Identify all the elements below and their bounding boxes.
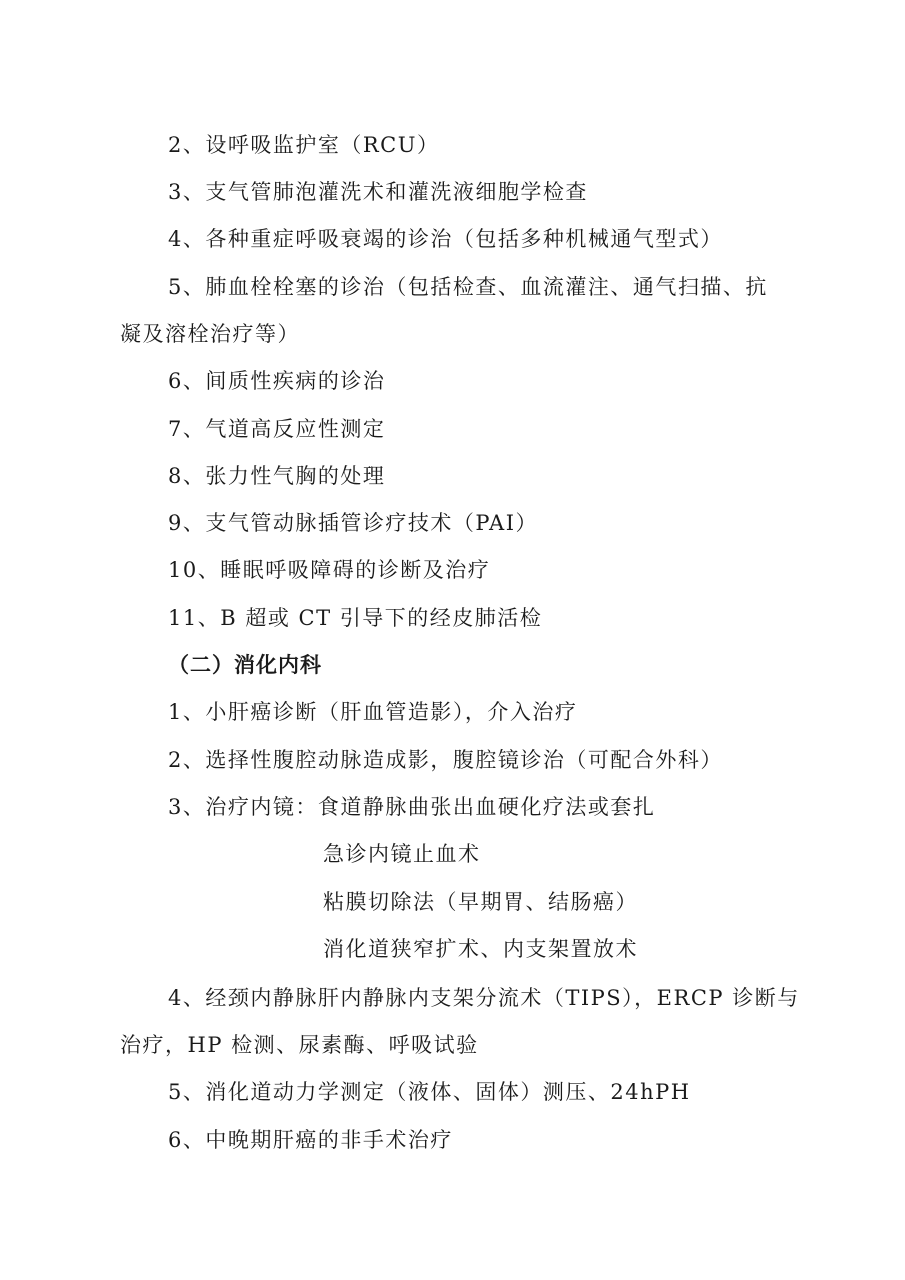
list-subitem: 消化道狭窄扩术、内支架置放术 [323,937,638,961]
list-item: 7、气道高反应性测定 [168,417,386,441]
list-item: 5、消化道动力学测定（液体、固体）测压、24hPH [168,1080,691,1104]
list-item: 3、支气管肺泡灌洗术和灌洗液细胞学检查 [168,180,588,204]
list-item: 2、设呼吸监护室（RCU） [168,133,440,157]
list-item: 3、治疗内镜：食道静脉曲张出血硬化疗法或套扎 [168,795,656,819]
list-item: 10、睡眠呼吸障碍的诊断及治疗 [168,558,491,582]
list-item: 11、B 超或 CT 引导下的经皮肺活检 [168,606,543,630]
list-item-continuation: 治疗，HP 检测、尿素酶、呼吸试验 [120,1033,479,1057]
list-item: 8、张力性气胸的处理 [168,464,386,488]
list-item-continuation: 凝及溶栓治疗等） [120,322,300,346]
list-item: 9、支气管动脉插管诊疗技术（PAI） [168,511,539,535]
list-item: 2、选择性腹腔动脉造成影，腹腔镜诊治（可配合外科） [168,748,723,772]
list-item: 6、间质性疾病的诊治 [168,369,386,393]
section-heading: （二）消化内科 [168,652,322,677]
list-item: 5、肺血栓栓塞的诊治（包括检查、血流灌注、通气扫描、抗 [168,275,768,299]
list-item: 1、小肝癌诊断（肝血管造影），介入治疗 [168,700,578,724]
list-subitem: 粘膜切除法（早期胃、结肠癌） [323,890,638,914]
list-subitem: 急诊内镜止血术 [323,842,481,866]
list-item: 4、各种重症呼吸衰竭的诊治（包括多种机械通气型式） [168,227,723,251]
list-item: 6、中晚期肝癌的非手术治疗 [168,1128,453,1152]
list-item: 4、经颈内静脉肝内静脉内支架分流术（TIPS），ERCP 诊断与 [168,986,800,1010]
